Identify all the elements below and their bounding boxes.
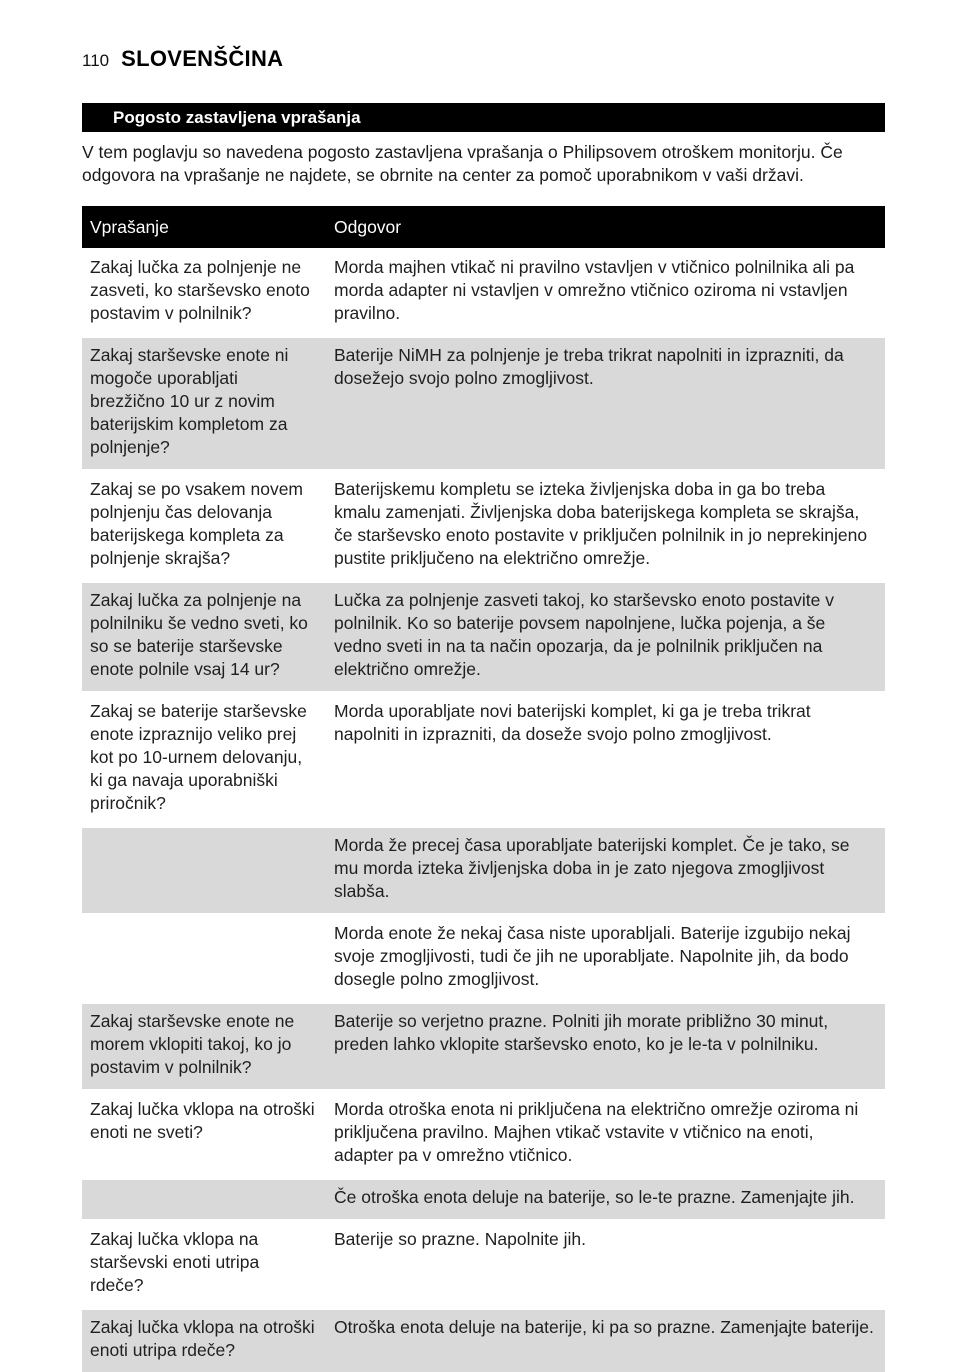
answer-cell: Morda otroška enota ni priključena na električno omrežje oziroma ni priključena pravilno. Majhen vtikač vstavite v vtičnico na enoti, adapter pa v omrežno vtičnico.	[325, 1091, 885, 1179]
question-cell: Zakaj starševske enote ni mogoče uporabljati brezžično 10 ur z novim baterijskim kompletom za polnjenje?	[82, 337, 325, 471]
answer-cell: Morda enote že nekaj časa niste uporabljali. Baterije izgubijo nekaj svoje zmogljivosti, tudi če jih ne uporabljate. Napolnite jih, da bodo dosegle polno zmogljivost.	[325, 915, 885, 1003]
answer-cell: Lučka za polnjenje zasveti takoj, ko starševsko enoto postavite v polnilnik. Ko so baterije povsem napolnjene, lučka pojenja, a še vedno sveti in na ta način opozarja, da je polnilnik priključen na električno omrežje.	[325, 582, 885, 693]
table-row	[82, 1309, 885, 1372]
page-header	[82, 46, 283, 72]
table-row	[82, 693, 885, 827]
answer-cell: Če otroška enota deluje na baterije, so le-te prazne. Zamenjajte jih.	[325, 1179, 885, 1221]
question-cell: Zakaj se baterije starševske enote izpraznijo veliko prej kot po 10-urnem delovanju, ki ga navaja uporabniški priročnik?	[82, 693, 325, 827]
table-row	[82, 471, 885, 582]
section-title-bar	[82, 103, 885, 132]
question-cell: Zakaj starševske enote ne morem vklopiti takoj, ko jo postavim v polnilnik?	[82, 1003, 325, 1091]
question-cell: Zakaj lučka za polnjenje ne zasveti, ko starševsko enoto postavim v polnilnik?	[82, 248, 325, 337]
answer-cell: Morda uporabljate novi baterijski komplet, ki ga je treba trikrat napolniti in izprazniti, da doseže svojo polno zmogljivost.	[325, 693, 885, 827]
answer-cell: Baterije NiMH za polnjenje je treba trikrat napolniti in izprazniti, da dosežejo svojo polno zmogljivost.	[325, 337, 885, 471]
table-row	[82, 582, 885, 693]
language-title: SLOVENŠČINA	[121, 46, 283, 72]
question-cell: Zakaj se po vsakem novem polnjenju čas delovanja baterijskega kompleta za polnjenje skrajša?	[82, 471, 325, 582]
table-row	[82, 337, 885, 471]
page-number: 110	[82, 51, 109, 71]
question-cell: Zakaj lučka za polnjenje na polnilniku še vedno sveti, ko so se baterije starševske enote polnile vsaj 14 ur?	[82, 582, 325, 693]
answer-cell: Baterije so prazne. Napolnite jih.	[325, 1221, 885, 1309]
column-header-answer: Odgovor	[325, 206, 885, 248]
table-row	[82, 1221, 885, 1309]
answer-cell: Baterijskemu kompletu se izteka življenjska doba in ga bo treba kmalu zamenjati. Življenjska doba baterijskega kompleta se skrajša, če starševsko enoto postavite v priključen polnilnik in jo neprekinjeno pustite priključeno na električno omrežje.	[325, 471, 885, 582]
table-header-row	[82, 206, 885, 248]
table-row	[82, 1179, 885, 1221]
table-row	[82, 1003, 885, 1091]
faq-table	[82, 206, 885, 1372]
question-cell	[82, 827, 325, 915]
answer-cell: Otroška enota deluje na baterije, ki pa so prazne. Zamenjajte baterije.	[325, 1309, 885, 1372]
question-cell	[82, 915, 325, 1003]
question-cell	[82, 1179, 325, 1221]
question-cell: Zakaj lučka vklopa na otroški enoti utripa rdeče?	[82, 1309, 325, 1372]
answer-cell: Morda majhen vtikač ni pravilno vstavljen v vtičnico polnilnika ali pa morda adapter ni vstavljen v omrežno vtičnico oziroma ni vstavljen pravilno.	[325, 248, 885, 337]
table-row	[82, 827, 885, 915]
intro-paragraph: V tem poglavju so navedena pogosto zastavljena vprašanja o Philipsovem otroškem monitorju. Če odgovora na vprašanje ne najdete, se obrnite na center za pomoč uporabnikom v vaši državi.	[82, 141, 885, 187]
column-header-question: Vprašanje	[82, 206, 325, 248]
question-cell: Zakaj lučka vklopa na otroški enoti ne sveti?	[82, 1091, 325, 1179]
answer-cell: Morda že precej časa uporabljate baterijski komplet. Če je tako, se mu morda izteka življenjska doba in je zato njegova zmogljivost slabša.	[325, 827, 885, 915]
answer-cell: Baterije so verjetno prazne. Polniti jih morate približno 30 minut, preden lahko vklopite starševsko enoto, ko je le-ta v polnilniku.	[325, 1003, 885, 1091]
table-row	[82, 1091, 885, 1179]
table-row	[82, 915, 885, 1003]
question-cell: Zakaj lučka vklopa na starševski enoti utripa rdeče?	[82, 1221, 325, 1309]
table-row	[82, 248, 885, 337]
section-title: Pogosto zastavljena vprašanja	[113, 108, 361, 128]
